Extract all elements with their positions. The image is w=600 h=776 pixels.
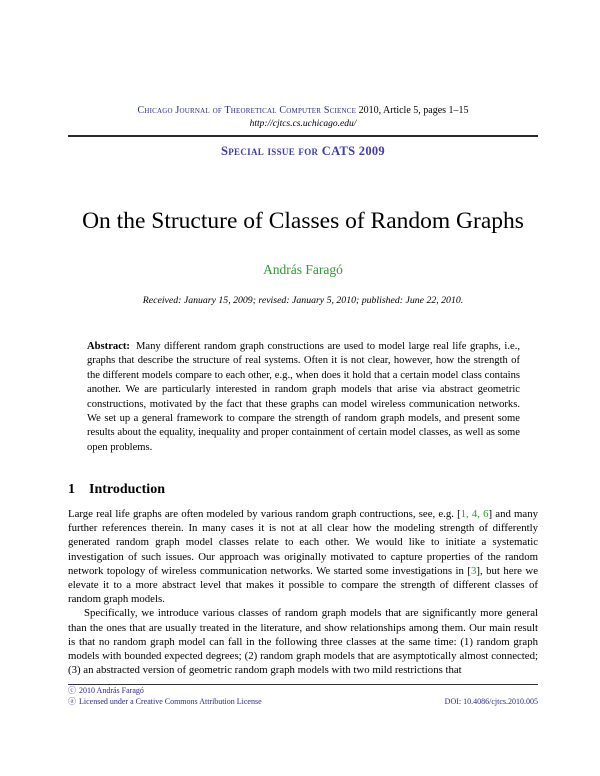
- footer-rule: [68, 684, 538, 685]
- citation-link-3[interactable]: 3: [470, 564, 477, 577]
- paragraph-1: [68, 507, 538, 606]
- copyright-line: [68, 686, 538, 697]
- journal-header-line: [68, 105, 538, 116]
- special-issue-line: Special issue for CATS 2009: [221, 144, 385, 158]
- para1-text-1: Large real life graphs are often modeled by various random graph contructions, see, e.g. [: [68, 508, 461, 520]
- abstract-block: [87, 340, 520, 455]
- creative-commons-icon: ⓐ: [68, 696, 76, 706]
- header-rule: [68, 135, 538, 137]
- paragraph-2: Specifically, we introduce various classes of random graph models that are significantly more general than the ones that are usually treated in the literature, and show relationships among them. Our main result is that no random graph model can fall in the following three classes at the same time: (1) random graph models with bounded expected degrees; (2) random graph models that are asymptotically almost connected; (3) an abstracted version of geometric random graph models with two mild restrictions that: [68, 607, 538, 677]
- copyright-icon: ⓒ: [68, 686, 76, 695]
- para1-text-2: ] and many further references therein. In many cases it is not at all clear how the modeling strength of differently generated random graph model classes relate to each other. We would like to initiate a systematic investigation of such issues. Our approach was originally motivated to capture properties of the random network topology of wireless communication networks. We started some investigations in [: [68, 508, 538, 577]
- abstract-label: Abstract:: [87, 341, 130, 352]
- author-name[interactable]: András Faragó: [263, 262, 343, 277]
- journal-url-link[interactable]: http://cjtcs.cs.uchicago.edu/: [249, 119, 357, 129]
- section-heading-introduction: [68, 482, 538, 498]
- section-number: 1: [68, 482, 75, 497]
- license-doi-line: [68, 697, 538, 708]
- paper-title: On the Structure of Classes of Random Graphs: [82, 207, 524, 234]
- journal-name: Chicago Journal of Theoretical Computer Science: [137, 105, 357, 116]
- dateline: Received: January 15, 2009; revised: January 5, 2010; published: June 22, 2010.: [142, 295, 464, 306]
- doi-link[interactable]: DOI: 10.4086/cjtcs.2010.005: [444, 696, 538, 706]
- issue-info: 2010, Article 5, pages 1–15: [356, 105, 469, 116]
- abstract-text: Many different random graph constructions are used to model large real life graphs, i.e., graphs that describe the structure of real systems. Often it is not clear, however, how the strength of the different models compare to each other, e.g., when does it hold that a certain model class contains another. We are particularly interested in random graph models that arise via abstract geometric constructions, motivated by the fact that these graphs can model wireless communication networks. We set up a general framework to compare the strength of random graph models, and present some results about the equality, inequality and proper containment of certain model classes, as well as some open problems.: [87, 341, 520, 453]
- body-text: [68, 507, 538, 677]
- license-text: Licensed under a Creative Commons Attribution License: [79, 696, 262, 706]
- citation-link-1-4-6[interactable]: 1, 4, 6: [460, 508, 489, 520]
- section-title: Introduction: [89, 482, 165, 497]
- footer: [68, 686, 538, 707]
- copyright-text: 2010 András Faragó: [79, 686, 144, 695]
- license-link[interactable]: [68, 697, 262, 708]
- para1-text-3: ], but here we elevate it to a more abstract level that makes it possible to compare the strength of different classes of random graph models.: [68, 564, 538, 606]
